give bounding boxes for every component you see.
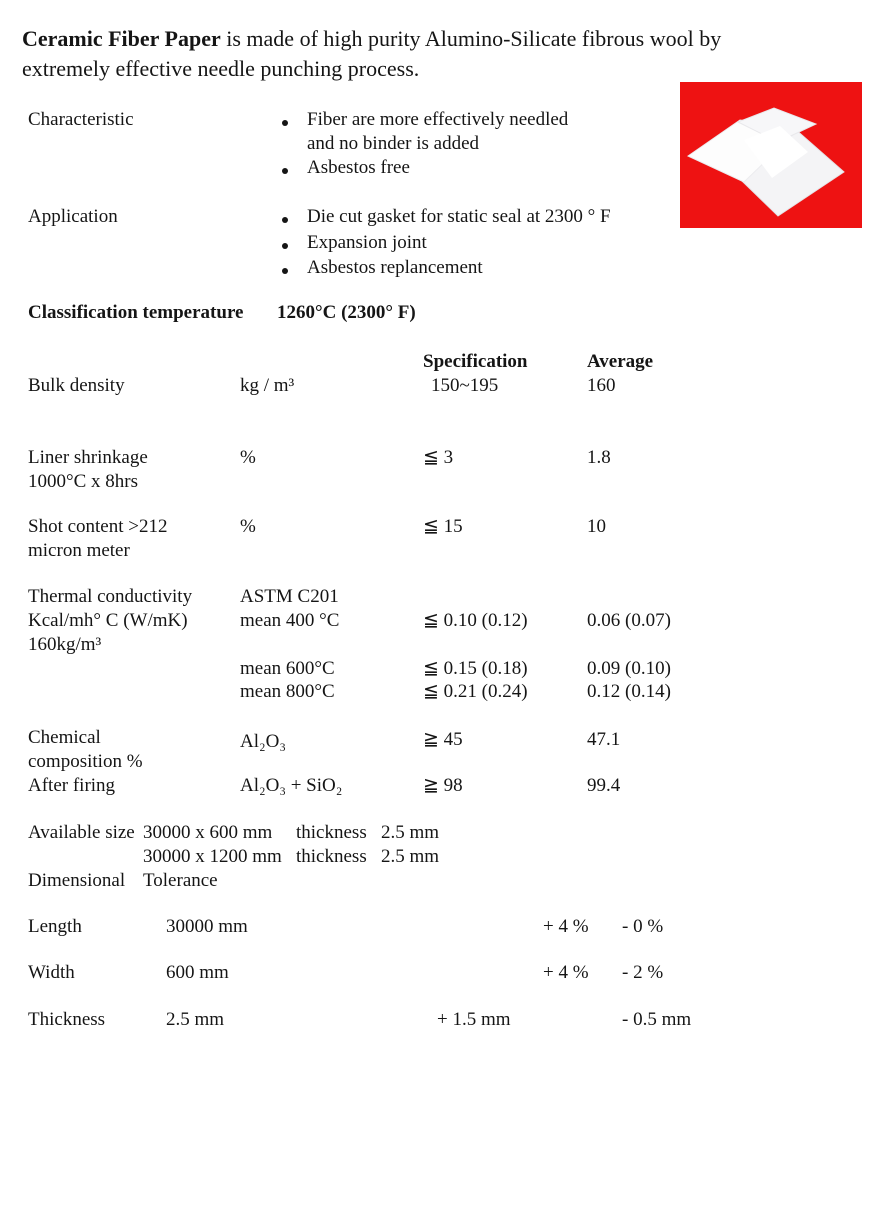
thermal-conductivity-mean600-spec: ≦ 0.15 (0.18) <box>423 658 528 679</box>
liner-shrinkage-property-line2: 1000°C x 8hrs <box>28 471 138 492</box>
tolerance-width-value: 600 mm <box>166 962 229 983</box>
column-header-specification: Specification <box>423 351 528 372</box>
thermal-conductivity-mean800: mean 800°C <box>240 681 335 702</box>
available-size-row2-size: 30000 x 1200 mm <box>143 846 282 867</box>
thermal-conductivity-mean600-average: 0.09 (0.10) <box>587 658 671 679</box>
available-size-row1-size: 30000 x 600 mm <box>143 822 273 843</box>
product-photo <box>680 82 862 228</box>
thermal-conductivity-property-line1: Thermal conductivity <box>28 586 193 607</box>
tolerance-thickness-name: Thickness <box>28 1009 106 1030</box>
column-header-average: Average <box>587 351 654 372</box>
intro-line1-rest: is made of high purity Alumino-Silicate fibrous wool by <box>220 26 722 51</box>
bulk-density-unit: kg / m³ <box>240 375 295 396</box>
chemical-composition-formula1-average: 47.1 <box>587 729 621 750</box>
bullet-icon <box>282 268 288 274</box>
application-label: Application <box>28 206 118 227</box>
classification-temperature-value: 1260°C (2300° F) <box>277 302 416 323</box>
tolerance-thickness-minus: - 0.5 mm <box>622 1009 692 1030</box>
shot-content-average: 10 <box>587 516 606 537</box>
bulk-density-average: 160 <box>587 375 616 396</box>
product-name: Ceramic Fiber Paper <box>22 26 221 51</box>
chemical-composition-formula2-average: 99.4 <box>587 775 621 796</box>
tolerance-label: Tolerance <box>143 870 218 891</box>
available-size-row2-thickness-value: 2.5 mm <box>381 846 440 867</box>
liner-shrinkage-unit: % <box>240 447 256 468</box>
intro-line1 <box>22 24 852 54</box>
bulk-density-property: Bulk density <box>28 375 125 396</box>
classification-temperature-label: Classification temperature <box>28 302 244 323</box>
chemical-composition-property-line2: composition % <box>28 751 143 772</box>
bullet-icon <box>282 217 288 223</box>
chemical-composition-property-line3: After firing <box>28 775 116 796</box>
application-bullet3: Asbestos replancement <box>307 257 483 278</box>
application-bullet2: Expansion joint <box>307 232 427 253</box>
thermal-conductivity-mean800-average: 0.12 (0.14) <box>587 681 671 702</box>
chemical-composition-formula2: Al₂O₃ + SiO₂ <box>240 775 343 796</box>
tolerance-length-name: Length <box>28 916 82 937</box>
characteristic-bullet2: Asbestos free <box>307 157 410 178</box>
liner-shrinkage-spec: ≦ 3 <box>423 447 454 468</box>
available-size-row1-thickness-label: thickness <box>296 822 367 843</box>
shot-content-spec: ≦ 15 <box>423 516 463 537</box>
characteristic-label: Characteristic <box>28 109 134 130</box>
tolerance-width-name: Width <box>28 962 75 983</box>
chemical-composition-formula2-spec: ≧ 98 <box>423 775 463 796</box>
bulk-density-spec: 150~195 <box>431 375 499 396</box>
thermal-conductivity-mean400: mean 400 °C <box>240 610 340 631</box>
intro-line2: extremely effective needle punching process. <box>22 56 420 81</box>
tolerance-width-plus: + 4 % <box>543 962 589 983</box>
liner-shrinkage-average: 1.8 <box>587 447 611 468</box>
bullet-icon <box>282 120 288 126</box>
shot-content-property-line1: Shot content >212 <box>28 516 168 537</box>
thermal-conductivity-mean400-average: 0.06 (0.07) <box>587 610 671 631</box>
available-size-row2-thickness-label: thickness <box>296 846 367 867</box>
tolerance-thickness-plus: + 1.5 mm <box>437 1009 511 1030</box>
thermal-conductivity-method: ASTM C201 <box>240 586 339 607</box>
thermal-conductivity-mean400-spec: ≦ 0.10 (0.12) <box>423 610 528 631</box>
tolerance-length-value: 30000 mm <box>166 916 248 937</box>
liner-shrinkage-property-line1: Liner shrinkage <box>28 447 148 468</box>
shot-content-unit: % <box>240 516 256 537</box>
application-bullet1: Die cut gasket for static seal at 2300 ° F <box>307 206 611 227</box>
tolerance-width-minus: - 2 % <box>622 962 664 983</box>
chemical-composition-property-line1: Chemical <box>28 727 101 748</box>
chemical-composition-formula1-spec: ≧ 45 <box>423 729 463 750</box>
intro-paragraph <box>22 24 852 84</box>
tolerance-length-plus: + 4 % <box>543 916 589 937</box>
bullet-icon <box>282 243 288 249</box>
tolerance-thickness-value: 2.5 mm <box>166 1009 225 1030</box>
thermal-conductivity-property-line3: 160kg/m³ <box>28 634 102 655</box>
tolerance-length-minus: - 0 % <box>622 916 664 937</box>
shot-content-property-line2: micron meter <box>28 540 130 561</box>
dimensional-label: Dimensional <box>28 870 126 891</box>
chemical-composition-formula1: Al₂O₃ <box>240 731 286 752</box>
thermal-conductivity-mean800-spec: ≦ 0.21 (0.24) <box>423 681 528 702</box>
thermal-conductivity-property-line2: Kcal/mh° C (W/mK) <box>28 610 188 631</box>
available-size-row1-thickness-value: 2.5 mm <box>381 822 440 843</box>
thermal-conductivity-mean600: mean 600°C <box>240 658 335 679</box>
available-size-label: Available size <box>28 822 135 843</box>
bullet-icon <box>282 168 288 174</box>
characteristic-bullet1-line1: Fiber are more effectively needled <box>307 109 569 130</box>
characteristic-bullet1-line2: and no binder is added <box>307 133 480 154</box>
